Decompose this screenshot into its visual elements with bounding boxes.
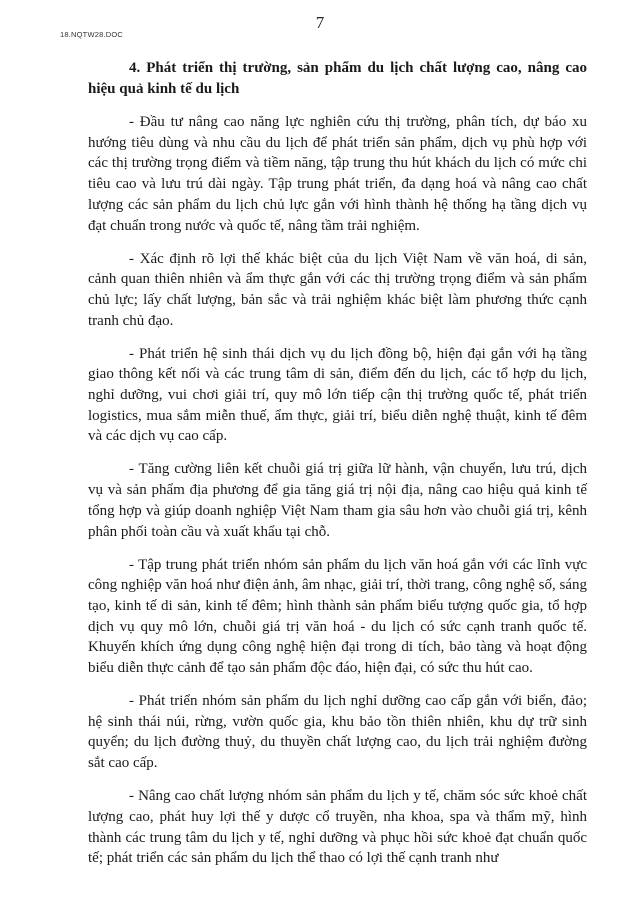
paragraph-7: - Nâng cao chất lượng nhóm sản phẩm du lịch y tế, chăm sóc sức khoẻ chất lượng cao, phát huy lợi thế y dược cổ truyền, nha khoa, spa và thẩm mỹ, hình thành các trung tâm du lịch y tế, nghỉ dưỡng và phục hồi sức khoẻ đạt chuẩn quốc tế; phát triển các sản phẩm du lịch thể thao có lợi thế cạnh tranh như [88, 788, 587, 867]
document-code: 18.NQTW28.DOC [60, 30, 124, 39]
section-heading: 4. Phát triển thị trường, sản phẩm du lịch chất lượng cao, nâng cao hiệu quả kinh tế du lịch [88, 60, 587, 97]
page-content [88, 58, 587, 881]
paragraph-6: - Phát triển nhóm sản phẩm du lịch nghỉ dưỡng cao cấp gắn với biển, đảo; hệ sinh thái núi, rừng, vườn quốc gia, khu bảo tồn thiên nhiên, khu dự trữ sinh quyển; du lịch đường thuỷ, du thuyền chất lượng cao, du lịch trải nghiệm đường sắt cao cấp. [88, 693, 587, 772]
paragraph-4: - Tăng cường liên kết chuỗi giá trị giữa lữ hành, vận chuyển, lưu trú, dịch vụ và sản phẩm địa phương để gia tăng giá trị nội địa, nâng cao hiệu quả kinh tế tổng hợp và giúp doanh nghiệp Việt Nam tham gia sâu hơn vào chuỗi giá trị, kênh phân phối toàn cầu và xuất khẩu tại chỗ. [88, 461, 587, 540]
paragraph-3: - Phát triển hệ sinh thái dịch vụ du lịch đồng bộ, hiện đại gắn với hạ tầng giao thông kết nối và các trung tâm di sản, điểm đến du lịch, các tổ hợp du lịch, nghỉ dưỡng, vui chơi giải trí, quy mô lớn tiếp cận thị trường quốc tế, phát triển logistics, mua sắm miễn thuế, ẩm thực, giải trí, biểu diễn nghệ thuật, kinh tế đêm và các dịch vụ cao cấp. [88, 345, 587, 445]
paragraph-5: - Tập trung phát triển nhóm sản phẩm du lịch văn hoá gắn với các lĩnh vực công nghiệp văn hoá như điện ảnh, âm nhạc, giải trí, thời trang, công nghệ số, sáng tạo, kinh tế di sản, kinh tế đêm; hình thành sản phẩm biểu tượng quốc gia, tổ hợp dịch vụ quy mô lớn, chuỗi giá trị văn hoá - du lịch có sức cạnh tranh quốc tế. Khuyến khích ứng dụng công nghệ hiện đại trong di tích, bảo tàng và hoạt động biểu diễn thực cảnh để tạo sản phẩm độc đáo, hiện đại, có sức thu hút cao. [88, 556, 587, 677]
paragraph-1: - Đầu tư nâng cao năng lực nghiên cứu thị trường, phân tích, dự báo xu hướng tiêu dùng và nhu cầu du lịch để phát triển sản phẩm, dịch vụ phù hợp với các thị trường trọng điểm và tiềm năng, tập trung thu hút khách du lịch có mức chi tiêu cao và lưu trú dài ngày. Tập trung phát triển, đa dạng hoá và nâng cao chất lượng các sản phẩm du lịch chủ lực gắn với hình thành hệ thống hạ tầng dịch vụ đạt chuẩn trong nước và quốc tế, nâng tầm trải nghiệm. [88, 114, 587, 234]
page-number: 7 [315, 13, 325, 32]
paragraph-2: - Xác định rõ lợi thế khác biệt của du lịch Việt Nam về văn hoá, di sản, cảnh quan thiên nhiên và ẩm thực gắn với các thị trường trọng điểm và sản phẩm chủ lực; lấy chất lượng, bản sắc và trải nghiệm khác biệt làm phương thức cạnh tranh chủ đạo. [88, 250, 587, 329]
